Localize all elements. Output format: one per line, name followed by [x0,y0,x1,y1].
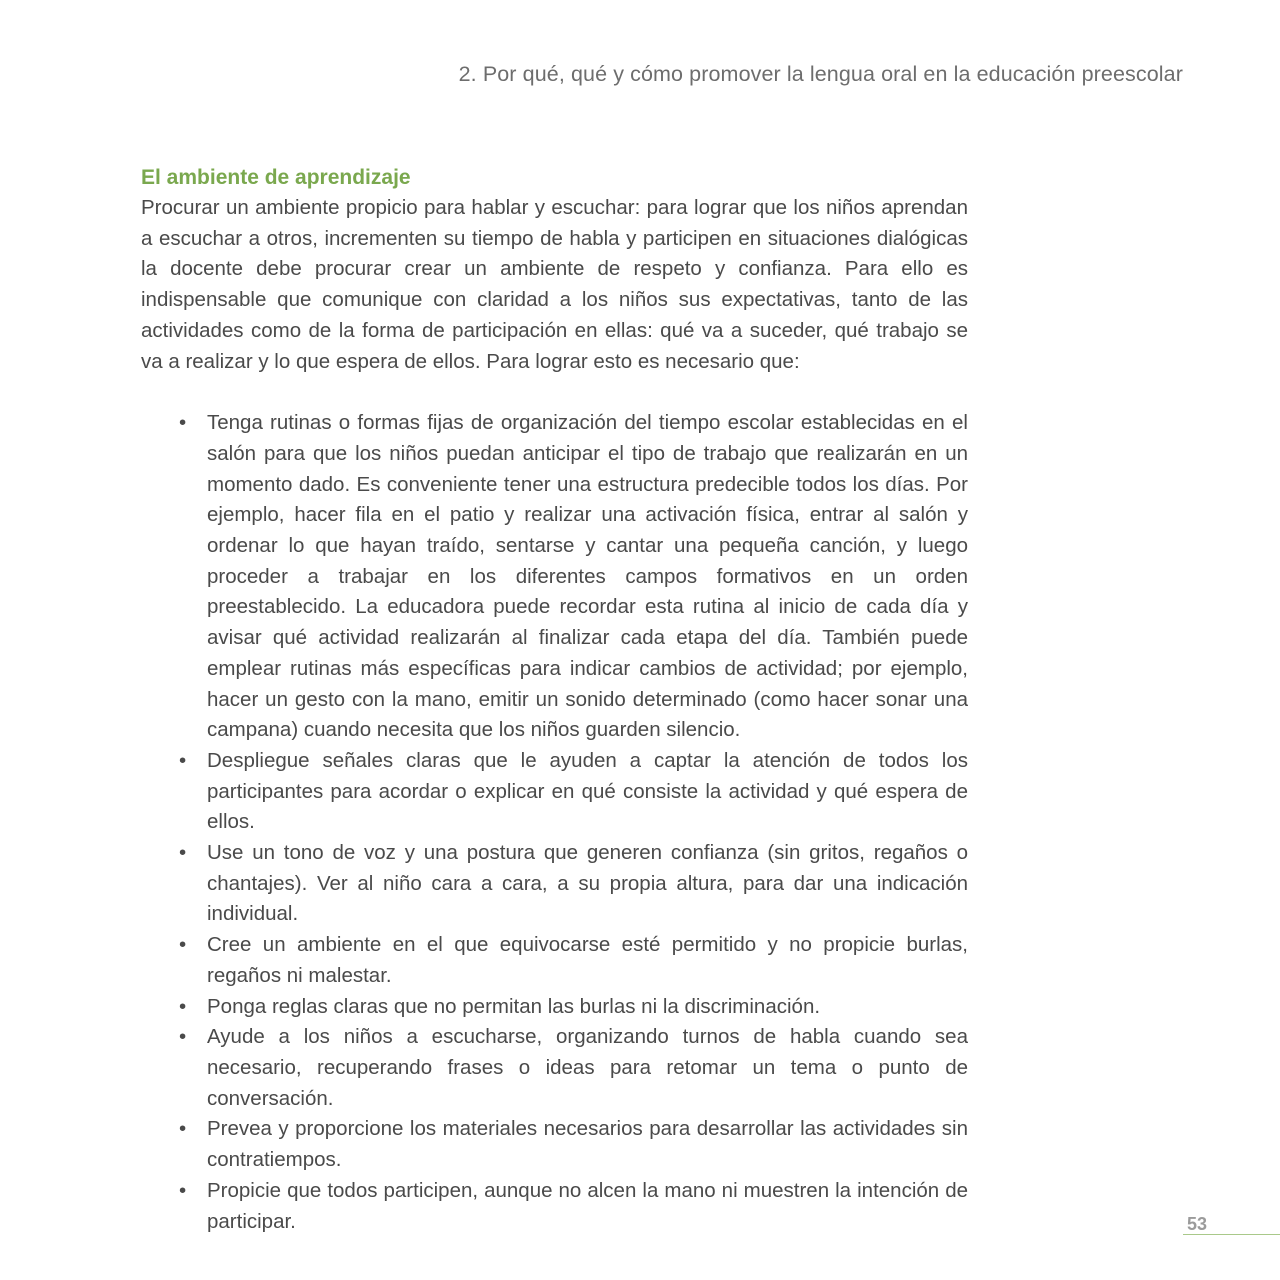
list-item [141,408,968,746]
bullet-icon: • [179,1178,187,1202]
list-item [141,1176,968,1237]
list-item [141,1022,968,1114]
bullet-icon: • [179,748,187,772]
list-item [141,1114,968,1175]
list-item-text: Prevea y proporcione los materiales necesarios para desarrollar las actividades sin contratiempos. [207,1117,968,1172]
list-item-text: Use un tono de voz y una postura que generen confianza (sin gritos, regaños o chantajes). Ver al niño cara a cara, a su propia altura, para dar una indicación individual. [207,841,968,926]
bullet-icon: • [179,841,187,865]
list-item [141,746,968,838]
bullet-icon: • [179,1117,187,1141]
bullet-list [141,408,968,1237]
page-content [141,163,968,1237]
intro-paragraph: Procurar un ambiente propicio para hablar y escuchar: para lograr que los niños aprendan a escuchar a otros, incrementen su tiempo de habla y participen en situaciones dialógicas la docente debe procurar crear un ambiente de respeto y confianza. Para ello es indispensable que comunique con claridad a los niños sus expectativas, tanto de las actividades como de la forma de participación en ellas: qué va a suceder, qué trabajo se va a realizar y lo que espera de ellos. Para lograr esto es necesario que: [141,196,968,373]
list-item-text: Despliegue señales claras que le ayuden a captar la atención de todos los participantes para acordar o explicar en qué consiste la actividad y qué espera de ellos. [207,748,968,834]
footer-rule [1183,1234,1280,1235]
list-item-text: Ponga reglas claras que no permitan las burlas ni la discriminación. [207,994,821,1018]
list-item [141,930,968,991]
list-item-text: Propicie que todos participen, aunque no alcen la mano ni muestren la intención de participar. [207,1178,968,1233]
bullet-icon: • [179,1025,187,1049]
list-item-text: Tenga rutinas o formas fijas de organización del tiempo escolar establecidas en el salón para que los niños puedan anticipar el tipo de trabajo que realizarán en un momento dado. Es conveniente tener una estructura predecible todos los días. Por ejemplo, hacer fila en el patio y realizar una activación física, entrar al salón y ordenar lo que hayan traído, sentarse y cantar una pequeña canción, y luego proceder a trabajar en los diferentes campos formativos en un orden preestablecido. La educadora puede recordar esta rutina al inicio de cada día y avisar qué actividad realizarán al finalizar cada etapa del día. También puede emplear rutinas más específicas para indicar cambios de actividad; por ejemplo, hacer un gesto con la mano, emitir un sonido determinado (como hacer sonar una campana) cuando necesita que los niños guarden silencio. [207,411,968,742]
bullet-icon: • [179,994,187,1018]
list-item [141,838,968,930]
list-item [141,992,968,1023]
running-header: 2. Por qué, qué y cómo promover la lengua oral en la educación preescolar [458,62,1183,86]
page-number: 53 [1186,1214,1207,1234]
bullet-icon: • [179,933,187,957]
bullet-icon: • [179,411,187,435]
section-heading: El ambiente de aprendizaje [141,166,411,189]
list-item-text: Ayude a los niños a escucharse, organizando turnos de habla cuando sea necesario, recuperando frases o ideas para retomar un tema o punto de conversación. [207,1025,968,1110]
list-item-text: Cree un ambiente en el que equivocarse esté permitido y no propicie burlas, regaños ni malestar. [207,933,968,987]
